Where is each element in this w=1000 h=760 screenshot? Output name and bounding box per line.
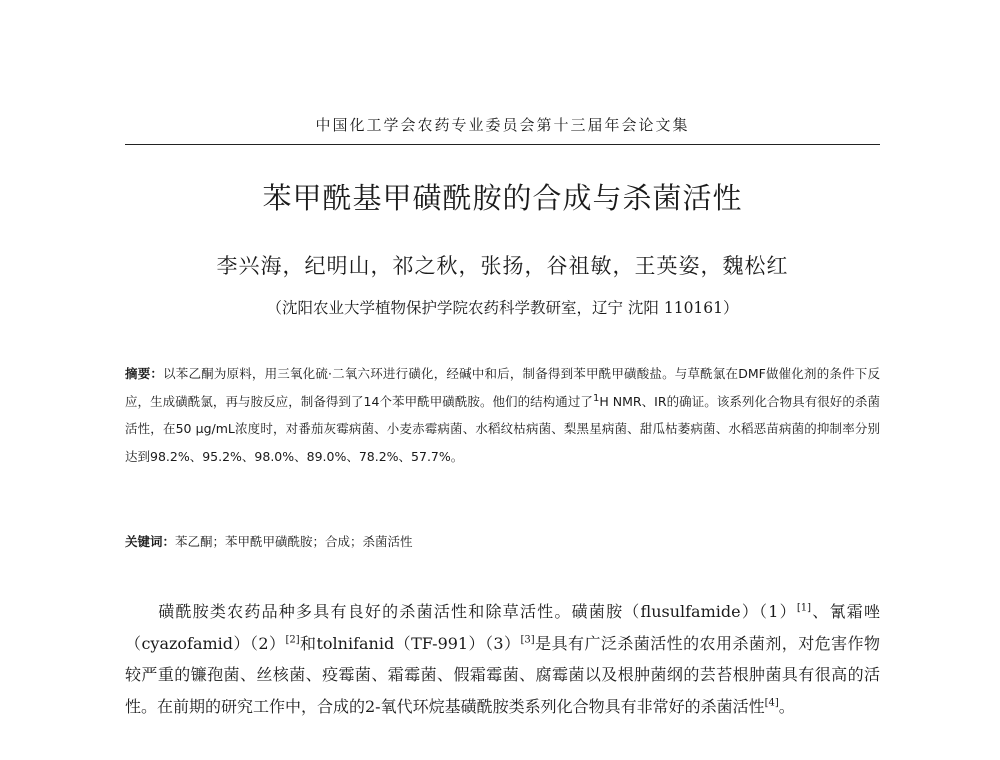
body-seg-3: 和tolnifanid（TF-991）（3）	[299, 633, 521, 653]
body-paragraph	[125, 596, 880, 722]
header-rule	[125, 144, 880, 145]
affiliation: （沈阳农业大学植物保护学院农药科学教研室，辽宁 沈阳 110161）	[266, 299, 739, 317]
citation-3: [3]	[520, 634, 535, 646]
citation-1: [1]	[796, 602, 812, 614]
author-list: 李兴海，纪明山，祁之秋，张扬，谷祖敏，王英姿，魏松红	[216, 254, 789, 278]
running-header: 中国化工学会农药专业委员会第十三届年会论文集	[315, 116, 690, 134]
body-seg-2: 、氰霜唑（cyazofamid）（2）	[125, 602, 880, 653]
paper-title: 苯甲酰基甲磺酰胺的合成与杀菌活性	[262, 181, 743, 215]
keywords	[125, 532, 880, 550]
nmr-superscript: 1	[592, 392, 600, 404]
body-seg-4: 是具有广泛杀菌活性的农用杀菌剂，对危害作物较严重的镰孢菌、丝核菌、疫霉菌、霜霉菌、假霜霉菌、腐霉菌以及根肿菌纲的芸苔根肿菌具有很高的活性。在前期的研究工作中，合成的2-氧代环烷基磺酰胺类系列化合物具有非常好的杀菌活性	[125, 633, 880, 716]
body-seg-1: 磺酰胺类农药品种多具有良好的杀菌活性和除草活性。磺菌胺（flusulfamide）（1）	[157, 602, 797, 621]
keywords-text: 苯乙酮；苯甲酰甲磺酰胺；合成；杀菌活性	[175, 534, 413, 549]
citation-2: [2]	[285, 634, 300, 646]
citation-4: [4]	[764, 697, 779, 709]
abstract-text-b: H NMR、IR的确证。该系列化合物具有很好的杀菌活性，在50 μg/mL浓度时，对番茄灰霉病菌、小麦赤霉病菌、水稻纹枯病菌、梨黑星病菌、甜瓜枯萎病菌、水稻恶苗病菌的抑制率分别达到98.2%、95.2%、98.0%、89.0%、78.2%、57.7%。	[125, 393, 880, 464]
abstract-label: 摘要：	[125, 366, 164, 381]
abstract	[125, 360, 880, 470]
keywords-label: 关键词：	[125, 534, 176, 549]
abstract-text-a: 以苯乙酮为原料，用三氧化硫·二氧六环进行磺化，经碱中和后，制备得到苯甲酰甲磺酸盐。与草酰氯在DMF做催化剂的条件下反应，生成磺酰氯，再与胺反应，制备得到了14个苯甲酰甲磺酰胺。他们的结构通过了	[125, 366, 880, 409]
body-seg-5: 。	[778, 696, 795, 716]
